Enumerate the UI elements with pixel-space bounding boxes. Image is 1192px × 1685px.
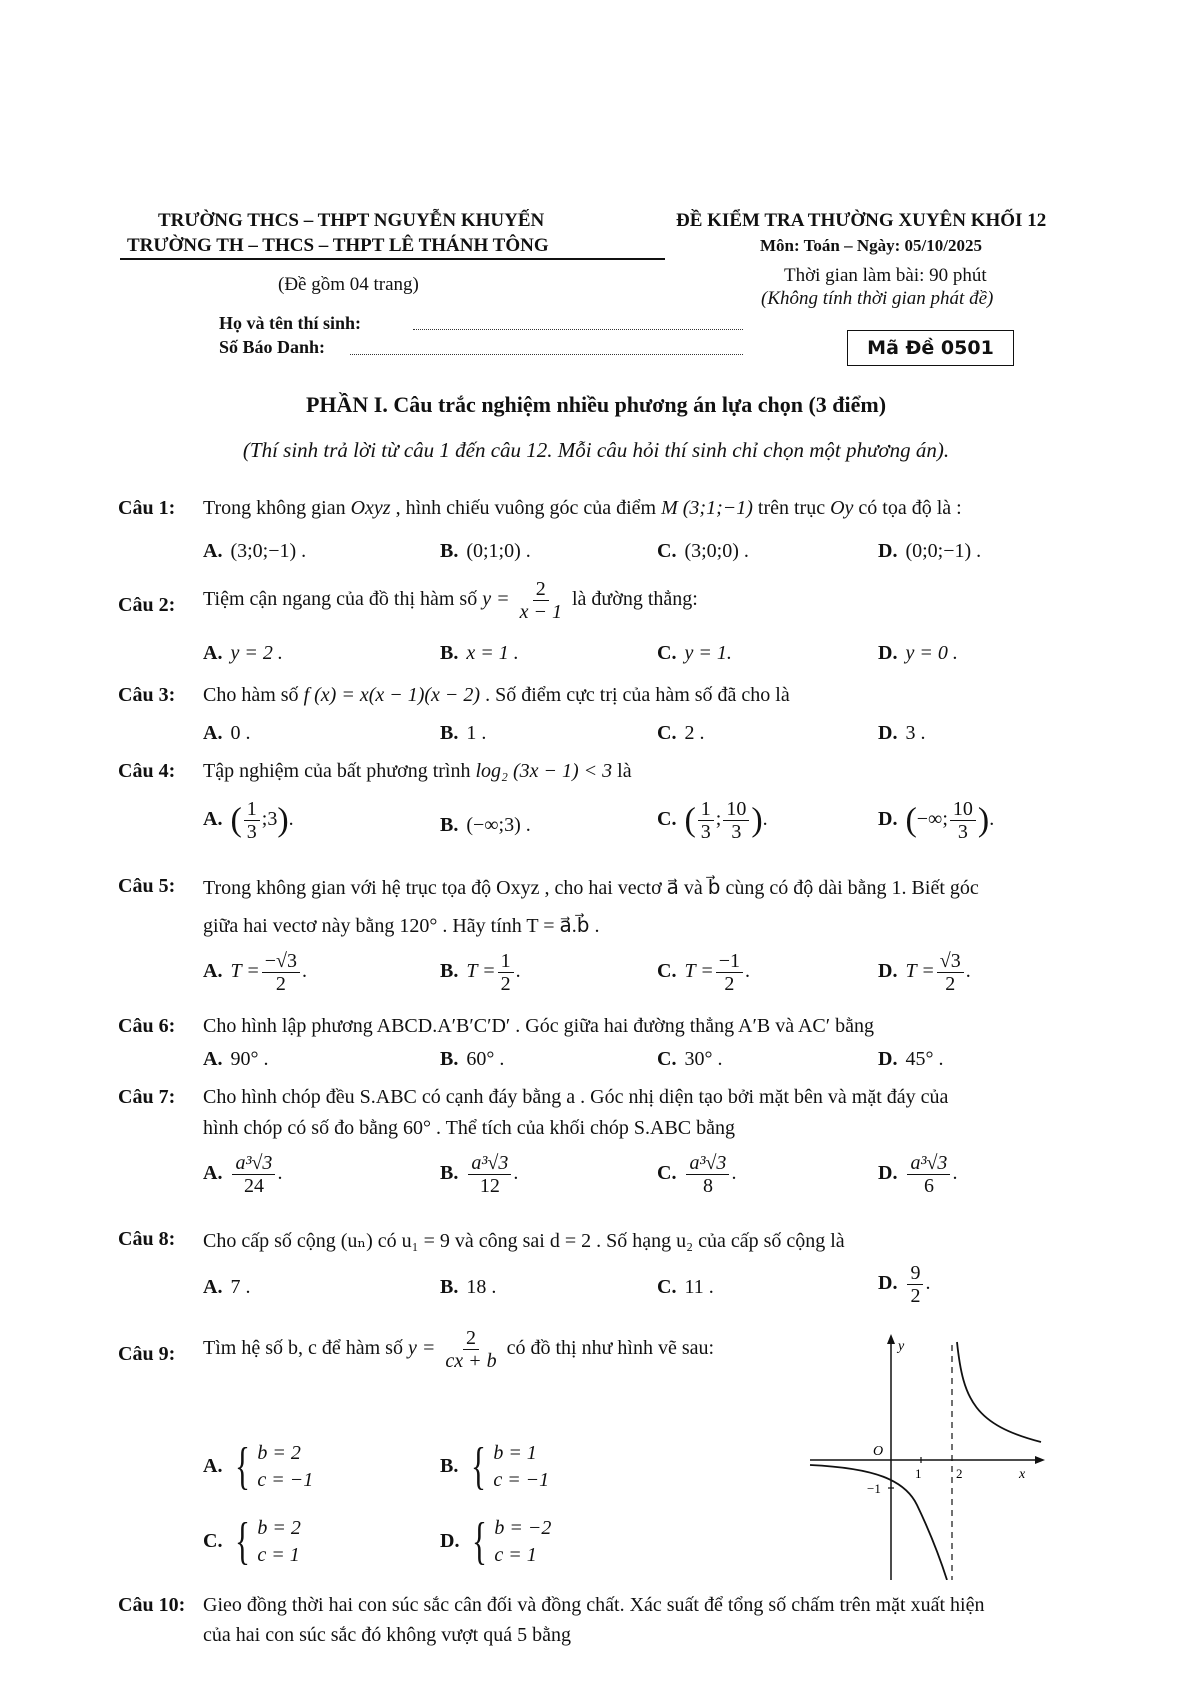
question-3-option-c[interactable]: C. 2 . — [657, 722, 705, 744]
candidate-id-field[interactable] — [350, 354, 743, 355]
question-4-label: Câu 4: — [118, 760, 176, 782]
question-10-line-2: của hai con súc sắc đó không vượt quá 5 bằng — [203, 1624, 571, 1646]
question-10-label: Câu 10: — [118, 1594, 186, 1616]
graph-x-arrow — [1035, 1456, 1045, 1464]
graph-x-label: x — [1019, 1467, 1026, 1482]
question-8-option-b[interactable]: B. 18 . — [440, 1276, 497, 1298]
question-8-text: Cho cấp số cộng (uₙ) có u₁ = 9 và công sai d = 2 . Số hạng u₂ của cấp số cộng là — [203, 1230, 845, 1252]
question-1-option-a[interactable]: A. (3;0;−1) . — [203, 540, 307, 562]
question-5-option-a[interactable]: A. T = $\frac{-√3}{2}$ . — [203, 950, 307, 995]
question-6-option-a[interactable]: A. 90° . — [203, 1048, 269, 1070]
question-2-option-b[interactable]: B. x = 1 . — [440, 642, 519, 664]
question-2-option-a[interactable]: A. y = 2 . — [203, 642, 283, 664]
exam-title: ĐỀ KIỂM TRA THƯỜNG XUYÊN KHỐI 12 — [676, 210, 1047, 231]
question-2-option-d[interactable]: D. y = 0 . — [878, 642, 958, 664]
question-9-graph — [805, 1330, 1045, 1580]
question-5-option-b[interactable]: B. T = $\frac{1}{2}$ . — [440, 950, 521, 995]
candidate-id-label: Số Báo Danh: — [219, 337, 326, 357]
question-8-option-a[interactable]: A. 7 . — [203, 1276, 251, 1298]
candidate-name-field[interactable] — [413, 329, 743, 330]
candidate-name-label: Họ và tên thí sinh: — [219, 313, 362, 333]
graph-y-arrow — [887, 1334, 895, 1344]
question-1-label: Câu 1: — [118, 497, 176, 519]
question-9-option-b[interactable]: B. { b = 1 c = −1 — [440, 1438, 550, 1495]
exam-duration: Thời gian làm bài: 90 phút — [784, 265, 987, 286]
question-9-option-d[interactable]: D. { b = −2 c = 1 — [440, 1513, 552, 1570]
question-7-line-2: hình chóp có số đo bằng 60° . Thể tích của khối chóp S.ABC bằng — [203, 1117, 736, 1139]
question-4-option-c[interactable]: C. ( $\frac{1}{3}$ ; $\frac{10}{3}$ ). — [657, 798, 768, 843]
section-instruction: (Thí sinh trả lời từ câu 1 đến câu 12. Mỗi câu hỏi thí sinh chỉ chọn một phương án). — [242, 438, 950, 462]
question-9-option-c[interactable]: C. { b = 2 c = 1 — [203, 1513, 301, 1570]
question-4-option-d[interactable]: D. (−∞; $\frac{10}{3}$ ). — [878, 798, 995, 843]
question-5-label: Câu 5: — [118, 875, 176, 897]
question-6-label: Câu 6: — [118, 1015, 176, 1037]
graph-tick-2-label: 2 — [956, 1466, 963, 1481]
question-5-option-c[interactable]: C. T = $\frac{-1}{2}$ . — [657, 950, 750, 995]
question-6-text: Cho hình lập phương ABCD.A′B′C′D′ . Góc giữa hai đường thẳng A′B và AC′ bằng — [203, 1015, 875, 1037]
question-1-option-c[interactable]: C. (3;0;0) . — [657, 540, 749, 562]
question-7-option-c[interactable]: C. $\frac{\text{a³√3}}{8}$ . — [657, 1152, 737, 1197]
school-name-1: TRƯỜNG THCS – THPT NGUYỄN KHUYẾN — [158, 210, 545, 231]
exam-duration-note: (Không tính thời gian phát đề) — [761, 288, 994, 309]
question-8-option-c[interactable]: C. 11 . — [657, 1276, 714, 1298]
question-2-label: Câu 2: — [118, 594, 176, 616]
graph-curve-right — [957, 1342, 1041, 1442]
question-10-line-1: Gieo đồng thời hai con súc sắc cân đối và đồng chất. Xác suất để tổng số chấm trên mặt xuất hiện — [203, 1594, 985, 1616]
question-6-option-d[interactable]: D. 45° . — [878, 1048, 944, 1070]
section-title: PHẦN I. Câu trắc nghiệm nhiều phương án lựa chọn (3 điểm) — [305, 392, 887, 417]
question-1-option-b[interactable]: B. (0;1;0) . — [440, 540, 531, 562]
exam-code-box: Mã Đề 0501 — [847, 330, 1014, 366]
question-4-text: Tập nghiệm của bất phương trình log₂ (3x − 1) < 3 là — [203, 760, 632, 782]
question-9-label: Câu 9: — [118, 1343, 176, 1365]
question-3-label: Câu 3: — [118, 684, 176, 706]
graph-y-label: y — [898, 1339, 905, 1354]
school-name-2: TRƯỜNG TH – THCS – THPT LÊ THÁNH TÔNG — [127, 235, 549, 256]
question-1-option-d[interactable]: D. (0;0;−1) . — [878, 540, 982, 562]
question-7-option-a[interactable]: A. $\frac{\text{a³√3}}{24}$ . — [203, 1152, 283, 1197]
question-7-option-d[interactable]: D. $\frac{\text{a³√3}}{6}$ . — [878, 1152, 958, 1197]
question-7-option-b[interactable]: B. $\frac{\text{a³√3}}{12}$ . — [440, 1152, 519, 1197]
question-3-option-b[interactable]: B. 1 . — [440, 722, 487, 744]
question-8-option-d[interactable]: D. $\frac{9}{2}$ . — [878, 1262, 931, 1307]
page-count-note: (Đề gồm 04 trang) — [278, 274, 419, 295]
question-9-option-a[interactable]: A. { b = 2 c = −1 — [203, 1438, 314, 1495]
question-3-text: Cho hàm số f (x) = x(x − 1)(x − 2) . Số điểm cực trị của hàm số đã cho là — [203, 684, 790, 706]
question-8-label: Câu 8: — [118, 1228, 176, 1250]
question-3-option-a[interactable]: A. 0 . — [203, 722, 251, 744]
question-1-text: Trong không gian Oxyz , hình chiếu vuông góc của điểm M (3;1;−1) trên trục Oy có tọa độ là : — [203, 497, 962, 519]
question-2-fraction: $\frac{2}{x - 1}$ — [519, 578, 562, 623]
graph-neg1-label: −1 — [867, 1481, 881, 1496]
question-7-line-1: Cho hình chóp đều S.ABC có cạnh đáy bằng a . Góc nhị diện tạo bởi mặt bên và mặt đáy của — [203, 1086, 949, 1108]
question-4-option-b[interactable]: B. (−∞;3) . — [440, 814, 531, 836]
graph-origin-label: O — [873, 1444, 884, 1459]
question-3-option-d[interactable]: D. 3 . — [878, 722, 926, 744]
question-5-line-2: giữa hai vectơ này bằng 120° . Hãy tính T = a⃗.b⃗ . — [203, 915, 600, 937]
question-6-option-b[interactable]: B. 60° . — [440, 1048, 505, 1070]
question-6-option-c[interactable]: C. 30° . — [657, 1048, 723, 1070]
question-5-line-1: Trong không gian với hệ trục tọa độ Oxyz , cho hai vectơ a⃗ và b⃗ cùng có độ dài bằng 1. Biết góc — [203, 877, 979, 899]
question-7-label: Câu 7: — [118, 1086, 176, 1108]
question-2-option-c[interactable]: C. y = 1. — [657, 642, 732, 664]
question-2-text: Tiệm cận ngang của đồ thị hàm số y = $\frac{2}{x - 1}$ là đường thẳng: — [203, 578, 698, 623]
header-divider — [120, 258, 665, 260]
exam-subject-date: Môn: Toán – Ngày: 05/10/2025 — [760, 236, 982, 255]
question-4-option-a[interactable]: A. ( $\frac{1}{3}$ ;3). — [203, 798, 294, 843]
graph-tick-1-label: 1 — [915, 1466, 922, 1481]
question-5-option-d[interactable]: D. T = $\frac{√3}{2}$ . — [878, 950, 971, 995]
question-9-text: Tìm hệ số b, c để hàm số y = $\frac{2}{cx + b}$ có đồ thị như hình vẽ sau: — [203, 1327, 715, 1372]
